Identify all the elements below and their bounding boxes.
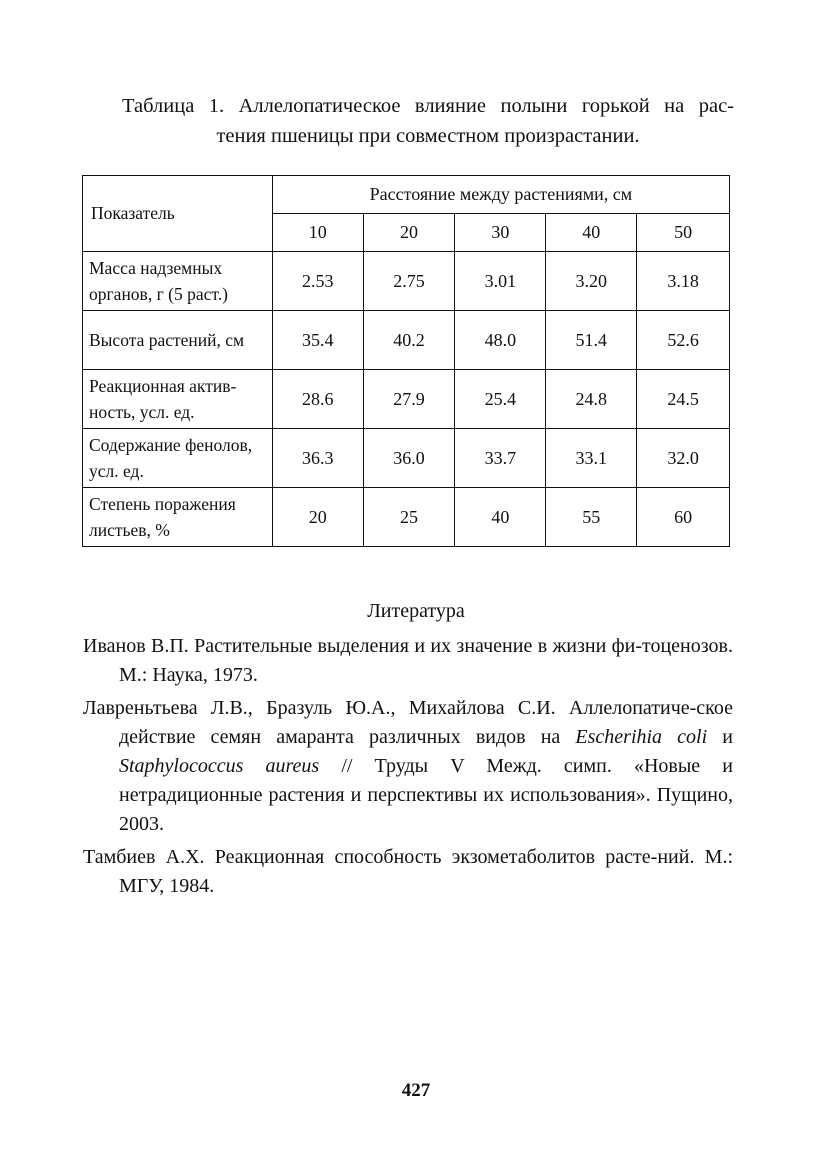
column-header: 50	[637, 214, 730, 252]
table-cell: 48.0	[455, 311, 546, 370]
page-number: 427	[401, 1080, 431, 1101]
table-cell: 60	[637, 488, 730, 547]
table-cell: 25	[363, 488, 455, 547]
table-cell: 2.53	[272, 252, 363, 311]
table-row	[83, 488, 730, 547]
species-name: Staphylococcus aureus	[119, 755, 320, 777]
row-label: Содержание фенолов, усл. ед.	[83, 429, 273, 488]
table-cell: 3.18	[637, 252, 730, 311]
table-cell: 20	[272, 488, 363, 547]
reference-text: Лавреньтьева Л.В., Бразуль Ю.А., Михайлова С.И. Аллелопатиче-ское действие семян амаранта различных видов на	[83, 697, 733, 748]
column-header: 10	[272, 214, 363, 252]
reference-item: Иванов В.П. Растительные выделения и их значение в жизни фи-тоценозов. М.: Наука, 1973.	[83, 635, 733, 686]
table-cell: 40.2	[363, 311, 455, 370]
row-label: Реакционная актив-ность, усл. ед.	[83, 370, 273, 429]
table-cell: 27.9	[363, 370, 455, 429]
references-title: Литература	[367, 600, 465, 622]
table-cell: 28.6	[272, 370, 363, 429]
table-cell: 52.6	[637, 311, 730, 370]
reference-item: Тамбиев А.Х. Реакционная способность экзометаболитов расте-ний. М.: МГУ, 1984.	[83, 846, 733, 897]
table-caption	[122, 91, 734, 151]
data-table	[82, 175, 730, 547]
caption-line-2: тения пшеницы при совместном произрастании.	[216, 125, 640, 147]
table-cell: 36.3	[272, 429, 363, 488]
table-cell: 3.01	[455, 252, 546, 311]
row-label: Масса надземных органов, г (5 раст.)	[83, 252, 273, 311]
table-cell: 35.4	[272, 311, 363, 370]
column-header: 30	[455, 214, 546, 252]
table-cell: 32.0	[637, 429, 730, 488]
table-cell: 25.4	[455, 370, 546, 429]
table-cell: 33.7	[455, 429, 546, 488]
table-cell: 40	[455, 488, 546, 547]
table-cell: 2.75	[363, 252, 455, 311]
table-cell: 33.1	[546, 429, 637, 488]
table-row	[83, 370, 730, 429]
table-cell: 24.8	[546, 370, 637, 429]
table-row	[83, 429, 730, 488]
table-cell: 36.0	[363, 429, 455, 488]
header-distance: Расстояние между растениями, см	[272, 176, 729, 214]
row-label: Степень поражения листьев, %	[83, 488, 273, 547]
caption-line-1: Таблица 1. Аллелопатическое влияние полыни горькой на рас-	[122, 95, 734, 117]
table-cell: 24.5	[637, 370, 730, 429]
reference-text: и	[707, 726, 733, 748]
reference-item	[83, 694, 733, 839]
row-label: Высота растений, см	[83, 311, 273, 370]
column-header: 20	[363, 214, 455, 252]
species-name: Escherihia coli	[575, 726, 708, 748]
table-row	[83, 252, 730, 311]
table-cell: 51.4	[546, 311, 637, 370]
column-header: 40	[546, 214, 637, 252]
table-cell: 3.20	[546, 252, 637, 311]
header-indicator: Показатель	[83, 176, 273, 252]
table-cell: 55	[546, 488, 637, 547]
table-row	[83, 311, 730, 370]
references-list	[83, 632, 733, 905]
reference-text: // Труды V Межд. симп. «Новые и нетрадиционные растения и перспективы их использования». Пущино, 2003.	[119, 755, 733, 835]
